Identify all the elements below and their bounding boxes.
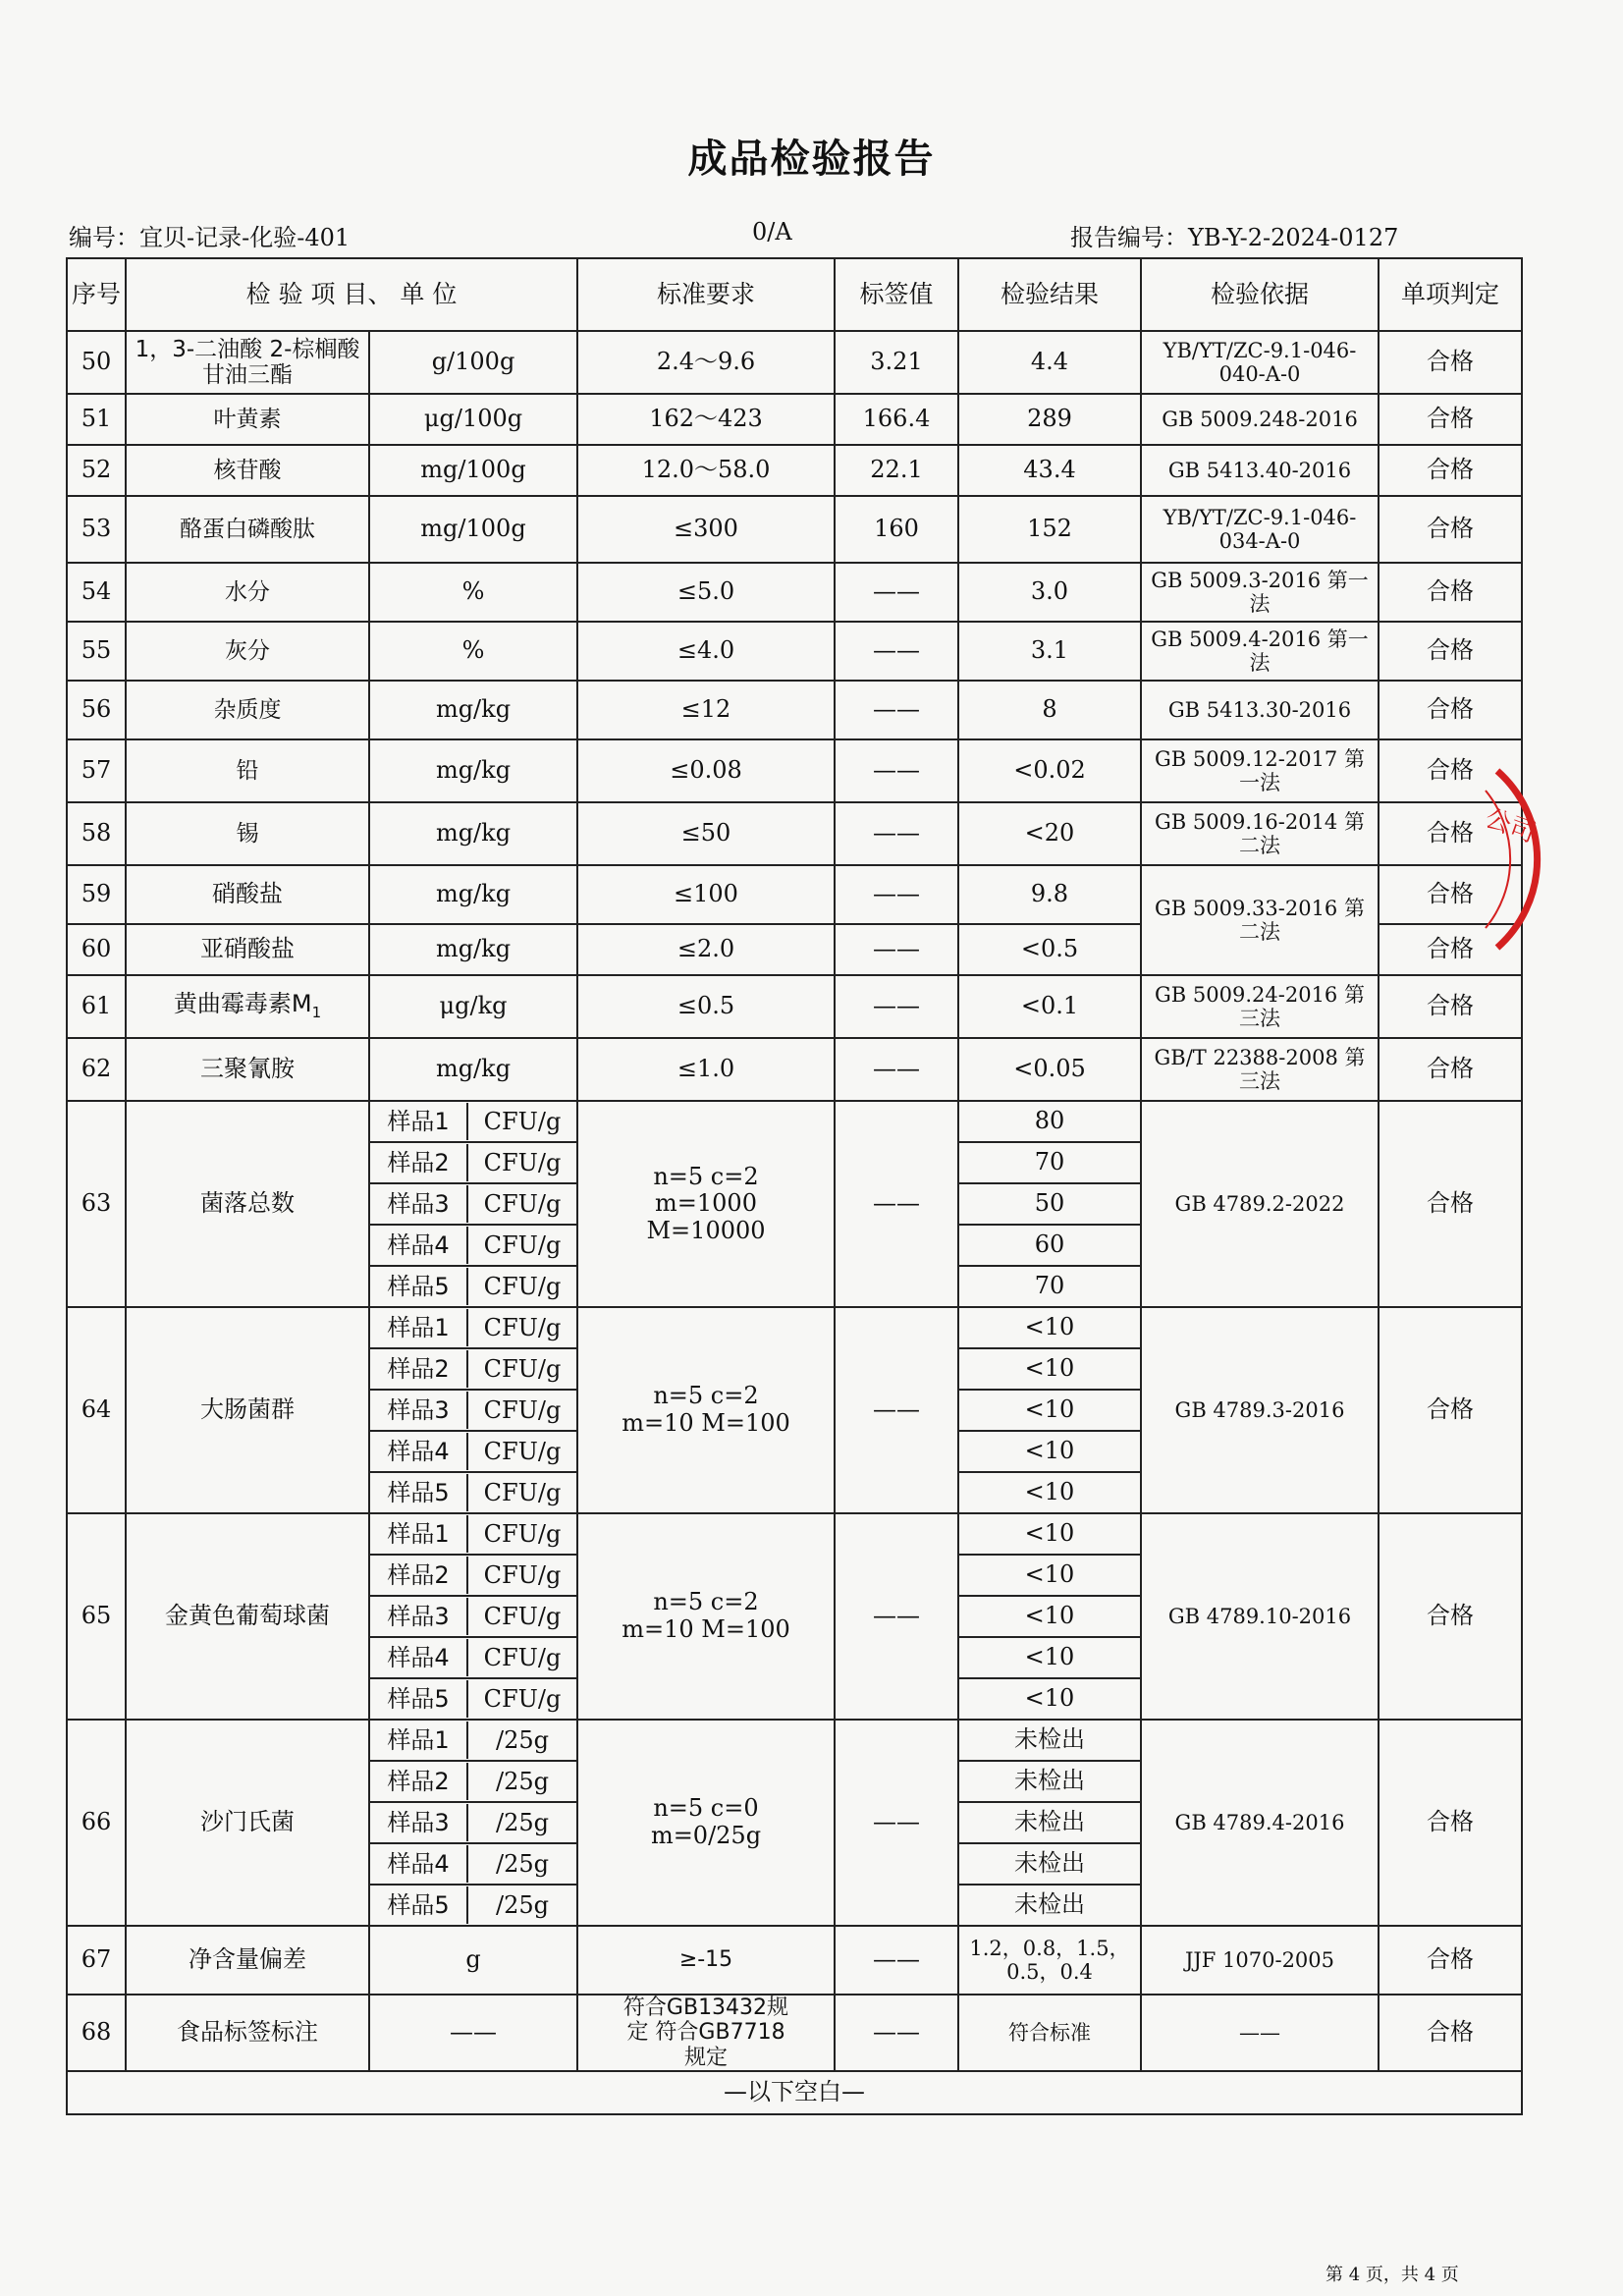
verdict: 合格 <box>1379 1101 1522 1307</box>
item-name: 锡 <box>126 802 369 865</box>
item-name: 大肠菌群 <box>126 1307 369 1513</box>
item-name: 灰分 <box>126 622 369 681</box>
row-seq: 54 <box>67 563 126 622</box>
standard-requirement: ≤2.0 <box>577 924 835 975</box>
standard-requirement: n=5 c=2 m=10 M=100 <box>577 1513 835 1720</box>
sample-cell <box>369 1348 577 1390</box>
standard-requirement: 12.0～58.0 <box>577 445 835 496</box>
test-basis: GB 5009.4-2016 第一法 <box>1141 622 1379 681</box>
standard-requirement: ≤12 <box>577 681 835 739</box>
sample-unit: CFU/g <box>483 1231 562 1259</box>
verdict: 合格 <box>1379 1038 1522 1101</box>
version-number: 0/A <box>752 218 792 246</box>
sample-unit: CFU/g <box>483 1685 562 1713</box>
label-value: —— <box>835 739 958 802</box>
sample-name: 样品1 <box>370 1722 468 1759</box>
test-basis: GB 4789.2-2022 <box>1141 1101 1379 1307</box>
table-row <box>67 394 1522 445</box>
item-name: 叶黄素 <box>126 394 369 445</box>
sample-result: 80 <box>958 1101 1141 1142</box>
label-value: 166.4 <box>835 394 958 445</box>
standard-requirement: ≤50 <box>577 802 835 865</box>
standard-requirement: ≤0.5 <box>577 975 835 1038</box>
sample-cell <box>369 1225 577 1266</box>
sample-name: 样品3 <box>370 1392 468 1429</box>
verdict: 合格 <box>1379 496 1522 563</box>
sample-result: 50 <box>958 1183 1141 1225</box>
test-basis: YB/YT/ZC-9.1-046-034-A-0 <box>1141 496 1379 563</box>
header-label-value: 标签值 <box>835 258 958 331</box>
seal-text: 公司 <box>1481 803 1540 849</box>
sample-result: <10 <box>958 1555 1141 1596</box>
test-basis: GB 5009.248-2016 <box>1141 394 1379 445</box>
test-result: <0.05 <box>958 1038 1141 1101</box>
verdict: 合格 <box>1379 331 1522 394</box>
sample-name: 样品3 <box>370 1185 468 1223</box>
table-row <box>67 1995 1522 2071</box>
test-result: 4.4 <box>958 331 1141 394</box>
sample-name: 样品4 <box>370 1227 468 1264</box>
verdict: 合格 <box>1379 802 1522 865</box>
standard-requirement: ≤1.0 <box>577 1038 835 1101</box>
verdict: 合格 <box>1379 924 1522 975</box>
sample-cell <box>369 1802 577 1843</box>
sample-unit: CFU/g <box>483 1644 562 1671</box>
verdict: 合格 <box>1379 563 1522 622</box>
test-result: 符合标准 <box>958 1995 1141 2071</box>
sample-result: <10 <box>958 1431 1141 1472</box>
sample-cell <box>369 1142 577 1183</box>
row-seq: 67 <box>67 1926 126 1995</box>
sample-unit: CFU/g <box>483 1396 562 1424</box>
page-footer: 第 4 页，共 4 页 <box>1325 2265 1459 2285</box>
inspection-table <box>66 257 1523 2115</box>
test-basis: —— <box>1141 1995 1379 2071</box>
table-row <box>67 496 1522 563</box>
sample-name: 样品5 <box>370 1474 468 1511</box>
sample-cell <box>369 1266 577 1307</box>
item-name: 三聚氰胺 <box>126 1038 369 1101</box>
sample-name: 样品4 <box>370 1845 468 1883</box>
header-seq: 序号 <box>67 258 126 331</box>
row-seq: 66 <box>67 1720 126 1926</box>
item-name: 金黄色葡萄球菌 <box>126 1513 369 1720</box>
sample-unit: /25g <box>496 1809 549 1836</box>
end-of-table-row <box>67 2071 1522 2114</box>
verdict: 合格 <box>1379 1720 1522 1926</box>
label-value: —— <box>835 865 958 924</box>
item-name: 核苷酸 <box>126 445 369 496</box>
end-note: —以下空白— <box>67 2071 1522 2114</box>
label-value: —— <box>835 924 958 975</box>
sample-result: 未检出 <box>958 1761 1141 1802</box>
row-seq: 68 <box>67 1995 126 2071</box>
item-name: 食品标签标注 <box>126 1995 369 2071</box>
item-name: 铅 <box>126 739 369 802</box>
table-row <box>67 331 1522 394</box>
sample-result: <10 <box>958 1513 1141 1555</box>
item-name: 净含量偏差 <box>126 1926 369 1995</box>
sample-cell <box>369 1555 577 1596</box>
sample-name: 样品2 <box>370 1763 468 1800</box>
sample-cell <box>369 1843 577 1885</box>
sample-unit: /25g <box>496 1891 549 1919</box>
form-number: 编号：宜贝-记录-化验-401 <box>69 224 351 251</box>
sample-name: 样品4 <box>370 1639 468 1676</box>
label-value: —— <box>835 1926 958 1995</box>
table-row <box>67 445 1522 496</box>
test-result: <0.02 <box>958 739 1141 802</box>
table-row <box>67 1101 1522 1142</box>
sample-cell <box>369 1637 577 1678</box>
sample-result: 未检出 <box>958 1885 1141 1926</box>
item-unit: mg/kg <box>369 681 577 739</box>
header-verdict: 单项判定 <box>1379 258 1522 331</box>
table-row <box>67 622 1522 681</box>
standard-requirement: n=5 c=2 m=1000 M=10000 <box>577 1101 835 1307</box>
standard-requirement: ≤100 <box>577 865 835 924</box>
sample-cell <box>369 1472 577 1513</box>
test-basis: GB 5413.30-2016 <box>1141 681 1379 739</box>
standard-requirement: ≤0.08 <box>577 739 835 802</box>
table-row <box>67 1513 1522 1555</box>
row-seq: 65 <box>67 1513 126 1720</box>
sample-result: 未检出 <box>958 1802 1141 1843</box>
table-row <box>67 865 1522 924</box>
verdict: 合格 <box>1379 1995 1522 2071</box>
row-seq: 52 <box>67 445 126 496</box>
sample-result: 70 <box>958 1266 1141 1307</box>
sample-name: 样品3 <box>370 1598 468 1635</box>
test-basis: GB 5009.16-2014 第二法 <box>1141 802 1379 865</box>
sample-unit: CFU/g <box>483 1438 562 1465</box>
sample-name: 样品1 <box>370 1515 468 1553</box>
sample-name: 样品1 <box>370 1103 468 1140</box>
header-item-unit: 检 验 项 目、 单 位 <box>126 258 577 331</box>
sample-result: <10 <box>958 1307 1141 1348</box>
item-unit: g <box>369 1926 577 1995</box>
sample-cell <box>369 1513 577 1555</box>
item-name: 杂质度 <box>126 681 369 739</box>
table-row <box>67 975 1522 1038</box>
test-result: <20 <box>958 802 1141 865</box>
item-unit: —— <box>369 1995 577 2071</box>
row-seq: 62 <box>67 1038 126 1101</box>
sample-cell <box>369 1678 577 1720</box>
header-row <box>67 258 1522 331</box>
item-unit: mg/kg <box>369 924 577 975</box>
row-seq: 53 <box>67 496 126 563</box>
test-result: 8 <box>958 681 1141 739</box>
row-seq: 57 <box>67 739 126 802</box>
sample-unit: CFU/g <box>483 1273 562 1300</box>
item-unit: mg/kg <box>369 1038 577 1101</box>
test-basis: GB 5413.40-2016 <box>1141 445 1379 496</box>
verdict: 合格 <box>1379 622 1522 681</box>
row-seq: 58 <box>67 802 126 865</box>
test-basis: JJF 1070-2005 <box>1141 1926 1379 1995</box>
sample-result: <10 <box>958 1390 1141 1431</box>
test-result: <0.5 <box>958 924 1141 975</box>
sample-unit: /25g <box>496 1768 549 1795</box>
sample-name: 样品4 <box>370 1433 468 1470</box>
item-unit: mg/100g <box>369 496 577 563</box>
sample-result: 未检出 <box>958 1720 1141 1761</box>
sample-name: 样品1 <box>370 1309 468 1346</box>
item-name: 硝酸盐 <box>126 865 369 924</box>
sample-name: 样品2 <box>370 1350 468 1388</box>
sample-unit: /25g <box>496 1850 549 1878</box>
label-value: —— <box>835 1101 958 1307</box>
sample-name: 样品5 <box>370 1886 468 1924</box>
verdict: 合格 <box>1379 1513 1522 1720</box>
test-basis: GB 5009.3-2016 第一法 <box>1141 563 1379 622</box>
item-unit: % <box>369 622 577 681</box>
verdict: 合格 <box>1379 681 1522 739</box>
row-seq: 60 <box>67 924 126 975</box>
label-value: —— <box>835 563 958 622</box>
label-value: 160 <box>835 496 958 563</box>
sample-result: 60 <box>958 1225 1141 1266</box>
document-title: 成品检验报告 <box>687 137 936 182</box>
standard-requirement: n=5 c=0 m=0/25g <box>577 1720 835 1926</box>
test-basis: YB/YT/ZC-9.1-046-040-A-0 <box>1141 331 1379 394</box>
table-row <box>67 739 1522 802</box>
item-unit: mg/kg <box>369 865 577 924</box>
table-row <box>67 802 1522 865</box>
item-unit: mg/kg <box>369 739 577 802</box>
test-basis: GB 4789.4-2016 <box>1141 1720 1379 1926</box>
standard-requirement: ≤5.0 <box>577 563 835 622</box>
test-result: 3.1 <box>958 622 1141 681</box>
table-row <box>67 1038 1522 1101</box>
label-value: —— <box>835 1307 958 1513</box>
sample-unit: CFU/g <box>483 1561 562 1589</box>
sample-cell <box>369 1885 577 1926</box>
company-seal-fragment <box>1478 761 1615 957</box>
sample-cell <box>369 1183 577 1225</box>
report-number: 报告编号：YB-Y-2-2024-0127 <box>1070 224 1399 251</box>
item-name: 菌落总数 <box>126 1101 369 1307</box>
item-unit: μg/kg <box>369 975 577 1038</box>
test-result: 3.0 <box>958 563 1141 622</box>
sample-name: 样品3 <box>370 1804 468 1841</box>
row-seq: 64 <box>67 1307 126 1513</box>
row-seq: 59 <box>67 865 126 924</box>
sample-result: <10 <box>958 1596 1141 1637</box>
sample-cell <box>369 1307 577 1348</box>
standard-requirement: 符合GB13432规定 符合GB7718规定 <box>577 1995 835 2071</box>
header-result: 检验结果 <box>958 258 1141 331</box>
verdict: 合格 <box>1379 1926 1522 1995</box>
verdict: 合格 <box>1379 1307 1522 1513</box>
label-value: 3.21 <box>835 331 958 394</box>
sample-cell <box>369 1431 577 1472</box>
test-result: 9.8 <box>958 865 1141 924</box>
item-unit: μg/100g <box>369 394 577 445</box>
label-value: —— <box>835 1513 958 1720</box>
test-result: 1.2，0.8，1.5，0.5，0.4 <box>958 1926 1141 1995</box>
item-unit: mg/100g <box>369 445 577 496</box>
test-basis: GB 5009.33-2016 第二法 <box>1141 865 1379 975</box>
sample-result: <10 <box>958 1348 1141 1390</box>
verdict: 合格 <box>1379 975 1522 1038</box>
sample-cell <box>369 1720 577 1761</box>
sample-unit: CFU/g <box>483 1149 562 1176</box>
test-result: 152 <box>958 496 1141 563</box>
sample-unit: CFU/g <box>483 1108 562 1135</box>
standard-requirement: ≤300 <box>577 496 835 563</box>
standard-requirement: 2.4～9.6 <box>577 331 835 394</box>
table-row <box>67 563 1522 622</box>
header-basis: 检验依据 <box>1141 258 1379 331</box>
sample-result: <10 <box>958 1637 1141 1678</box>
item-name: 亚硝酸盐 <box>126 924 369 975</box>
sample-unit: CFU/g <box>483 1479 562 1506</box>
item-name: 水分 <box>126 563 369 622</box>
test-result: <0.1 <box>958 975 1141 1038</box>
sample-unit: CFU/g <box>483 1603 562 1630</box>
verdict: 合格 <box>1379 394 1522 445</box>
label-value: —— <box>835 1038 958 1101</box>
item-name: 酪蛋白磷酸肽 <box>126 496 369 563</box>
item-name: 沙门氏菌 <box>126 1720 369 1926</box>
sample-cell <box>369 1390 577 1431</box>
standard-requirement: n=5 c=2 m=10 M=100 <box>577 1307 835 1513</box>
verdict: 合格 <box>1379 739 1522 802</box>
item-unit: % <box>369 563 577 622</box>
test-basis: GB 5009.12-2017 第一法 <box>1141 739 1379 802</box>
test-basis: GB/T 22388-2008 第三法 <box>1141 1038 1379 1101</box>
label-value: —— <box>835 975 958 1038</box>
label-value: —— <box>835 1720 958 1926</box>
sample-cell <box>369 1596 577 1637</box>
row-seq: 61 <box>67 975 126 1038</box>
standard-requirement: 162～423 <box>577 394 835 445</box>
sample-name: 样品5 <box>370 1680 468 1718</box>
sample-cell <box>369 1101 577 1142</box>
table-row <box>67 681 1522 739</box>
standard-requirement: ≤4.0 <box>577 622 835 681</box>
label-value: —— <box>835 622 958 681</box>
label-value: —— <box>835 1995 958 2071</box>
standard-requirement: ≥-15 <box>577 1926 835 1995</box>
test-basis: GB 4789.3-2016 <box>1141 1307 1379 1513</box>
sample-unit: /25g <box>496 1726 549 1754</box>
test-result: 289 <box>958 394 1141 445</box>
row-seq: 63 <box>67 1101 126 1307</box>
row-seq: 56 <box>67 681 126 739</box>
label-value: 22.1 <box>835 445 958 496</box>
item-unit: mg/kg <box>369 802 577 865</box>
header-standard: 标准要求 <box>577 258 835 331</box>
verdict: 合格 <box>1379 445 1522 496</box>
sample-unit: CFU/g <box>483 1520 562 1548</box>
sample-result: <10 <box>958 1678 1141 1720</box>
verdict: 合格 <box>1379 865 1522 924</box>
row-seq: 51 <box>67 394 126 445</box>
sample-name: 样品5 <box>370 1268 468 1305</box>
label-value: —— <box>835 802 958 865</box>
sample-result: 70 <box>958 1142 1141 1183</box>
sample-name: 样品2 <box>370 1144 468 1181</box>
row-seq: 50 <box>67 331 126 394</box>
table-row <box>67 1720 1522 1761</box>
sample-cell <box>369 1761 577 1802</box>
sample-unit: CFU/g <box>483 1190 562 1218</box>
test-basis: GB 4789.10-2016 <box>1141 1513 1379 1720</box>
test-basis: GB 5009.24-2016 第三法 <box>1141 975 1379 1038</box>
sample-result: <10 <box>958 1472 1141 1513</box>
sample-result: 未检出 <box>958 1843 1141 1885</box>
item-name: 黄曲霉毒素$M_1$ <box>126 975 369 1038</box>
item-name: 1，3-二油酸 2-棕榈酸甘油三酯 <box>126 331 369 394</box>
label-value: —— <box>835 681 958 739</box>
table-row <box>67 1307 1522 1348</box>
sample-name: 样品2 <box>370 1557 468 1594</box>
sample-unit: CFU/g <box>483 1314 562 1341</box>
table-row <box>67 1926 1522 1995</box>
row-seq: 55 <box>67 622 126 681</box>
test-result: 43.4 <box>958 445 1141 496</box>
item-unit: g/100g <box>369 331 577 394</box>
sample-unit: CFU/g <box>483 1355 562 1383</box>
